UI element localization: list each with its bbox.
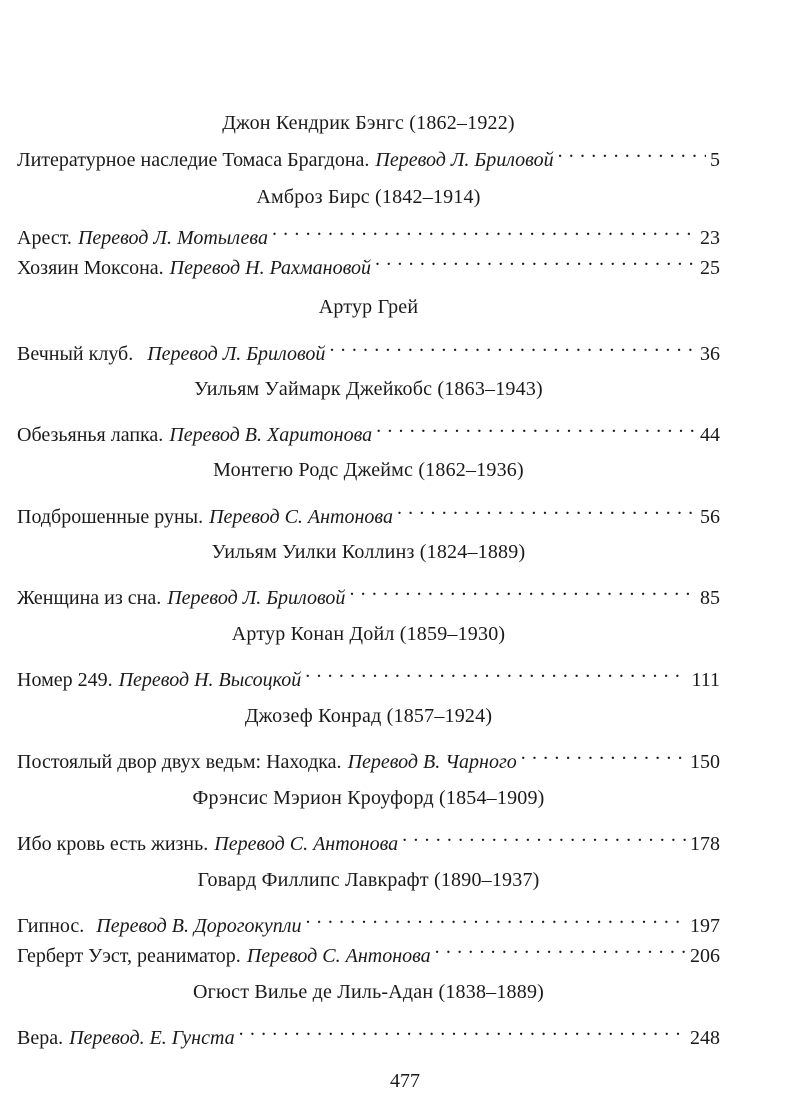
author-heading: Артур Конан Дойл (1859–1930) bbox=[231, 623, 506, 645]
page-number: 206 bbox=[690, 945, 720, 967]
page-number: 36 bbox=[700, 343, 720, 365]
translator-credit: Перевод Н. Рахмановой bbox=[169, 257, 372, 279]
dot-leader bbox=[375, 244, 696, 274]
dot-leader bbox=[435, 932, 686, 962]
translator-credit: Перевод Л. Бриловой bbox=[167, 587, 346, 609]
toc-entry bbox=[17, 136, 720, 171]
author-heading: Джозеф Конрад (1857–1924) bbox=[244, 705, 493, 727]
toc-entry bbox=[17, 902, 720, 937]
page-number: 248 bbox=[690, 1027, 720, 1049]
story-title: Женщина из сна. bbox=[17, 587, 162, 609]
dot-leader bbox=[376, 411, 696, 441]
dot-leader bbox=[397, 493, 696, 523]
dot-leader bbox=[402, 820, 686, 850]
author-heading: Амброз Бирс (1842–1914) bbox=[256, 186, 481, 208]
toc-entry bbox=[17, 1014, 720, 1049]
dot-leader bbox=[272, 214, 696, 244]
page-number: 44 bbox=[700, 424, 720, 446]
translator-credit: Перевод В. Харитонова bbox=[169, 424, 373, 446]
toc-entry bbox=[17, 738, 720, 773]
translator-credit: Перевод. Е. Гунста bbox=[69, 1027, 235, 1049]
dot-leader bbox=[305, 656, 687, 686]
translator-credit: Перевод Л. Бриловой bbox=[147, 343, 326, 365]
page-number: 56 bbox=[700, 506, 720, 528]
story-title: Подброшенные руны. bbox=[17, 506, 204, 528]
page-number: 197 bbox=[690, 915, 720, 937]
author-heading: Джон Кендрик Бэнгс (1862–1922) bbox=[222, 112, 515, 134]
story-title: Вера. bbox=[17, 1027, 64, 1049]
author-heading: Уильям Уаймарк Джейкобс (1863–1943) bbox=[194, 378, 543, 400]
page-folio-number: 477 bbox=[390, 1070, 420, 1092]
story-title: Хозяин Моксона. bbox=[17, 257, 164, 279]
translator-credit: Перевод Л. Мотылева bbox=[77, 227, 268, 249]
translator-credit: Перевод С. Антонова bbox=[214, 833, 399, 855]
dot-leader bbox=[521, 738, 686, 768]
story-title: Вечный клуб. bbox=[17, 343, 134, 365]
toc-entry bbox=[17, 214, 720, 249]
toc-entry bbox=[17, 493, 720, 528]
translator-credit: Перевод Н. Высоцкой bbox=[118, 669, 302, 691]
page-number: 85 bbox=[700, 587, 720, 609]
author-heading: Артур Грей bbox=[318, 296, 419, 318]
dot-leader bbox=[305, 902, 686, 932]
translator-credit: Перевод С. Антонова bbox=[209, 506, 393, 528]
story-title: Герберт Уэст, реаниматор. bbox=[17, 945, 241, 967]
dot-leader bbox=[349, 574, 696, 604]
story-title: Арест. bbox=[17, 227, 72, 249]
toc-entry bbox=[17, 330, 720, 365]
page-number: 5 bbox=[710, 149, 720, 171]
story-title: Постоялый двор двух ведьм: Находка. bbox=[17, 751, 342, 773]
dot-leader bbox=[329, 330, 696, 360]
translator-credit: Перевод Л. Бриловой bbox=[375, 149, 554, 171]
story-title: Литературное наследие Томаса Брагдона. bbox=[17, 149, 370, 171]
author-heading: Говард Филлипс Лавкрафт (1890–1937) bbox=[197, 869, 540, 891]
story-title: Номер 249. bbox=[17, 669, 113, 691]
author-heading: Уильям Уилки Коллинз (1824–1889) bbox=[211, 541, 526, 563]
toc-entry bbox=[17, 656, 720, 691]
toc-entry bbox=[17, 820, 720, 855]
page-number: 111 bbox=[691, 669, 720, 691]
story-title: Гипнос. bbox=[17, 915, 85, 937]
dot-leader bbox=[558, 136, 706, 166]
story-title: Обезьянья лапка. bbox=[17, 424, 164, 446]
page-number: 23 bbox=[700, 227, 720, 249]
toc-entry bbox=[17, 574, 720, 609]
table-of-contents bbox=[17, 110, 720, 1049]
author-heading: Огюст Вилье де Лиль-Адан (1838–1889) bbox=[192, 981, 545, 1003]
toc-entry bbox=[17, 411, 720, 446]
translator-credit: Перевод В. Чарного bbox=[347, 751, 517, 773]
page-number: 25 bbox=[700, 257, 720, 279]
author-heading: Фрэнсис Мэрион Кроуфорд (1854–1909) bbox=[192, 787, 545, 809]
author-heading: Монтегю Родс Джеймс (1862–1936) bbox=[213, 459, 524, 481]
story-title: Ибо кровь есть жизнь. bbox=[17, 833, 209, 855]
translator-credit: Перевод В. Дорогокупли bbox=[96, 915, 302, 937]
page-number: 150 bbox=[690, 751, 720, 773]
translator-credit: Перевод С. Антонова bbox=[246, 945, 431, 967]
page-number: 178 bbox=[690, 833, 720, 855]
dot-leader bbox=[239, 1014, 686, 1044]
